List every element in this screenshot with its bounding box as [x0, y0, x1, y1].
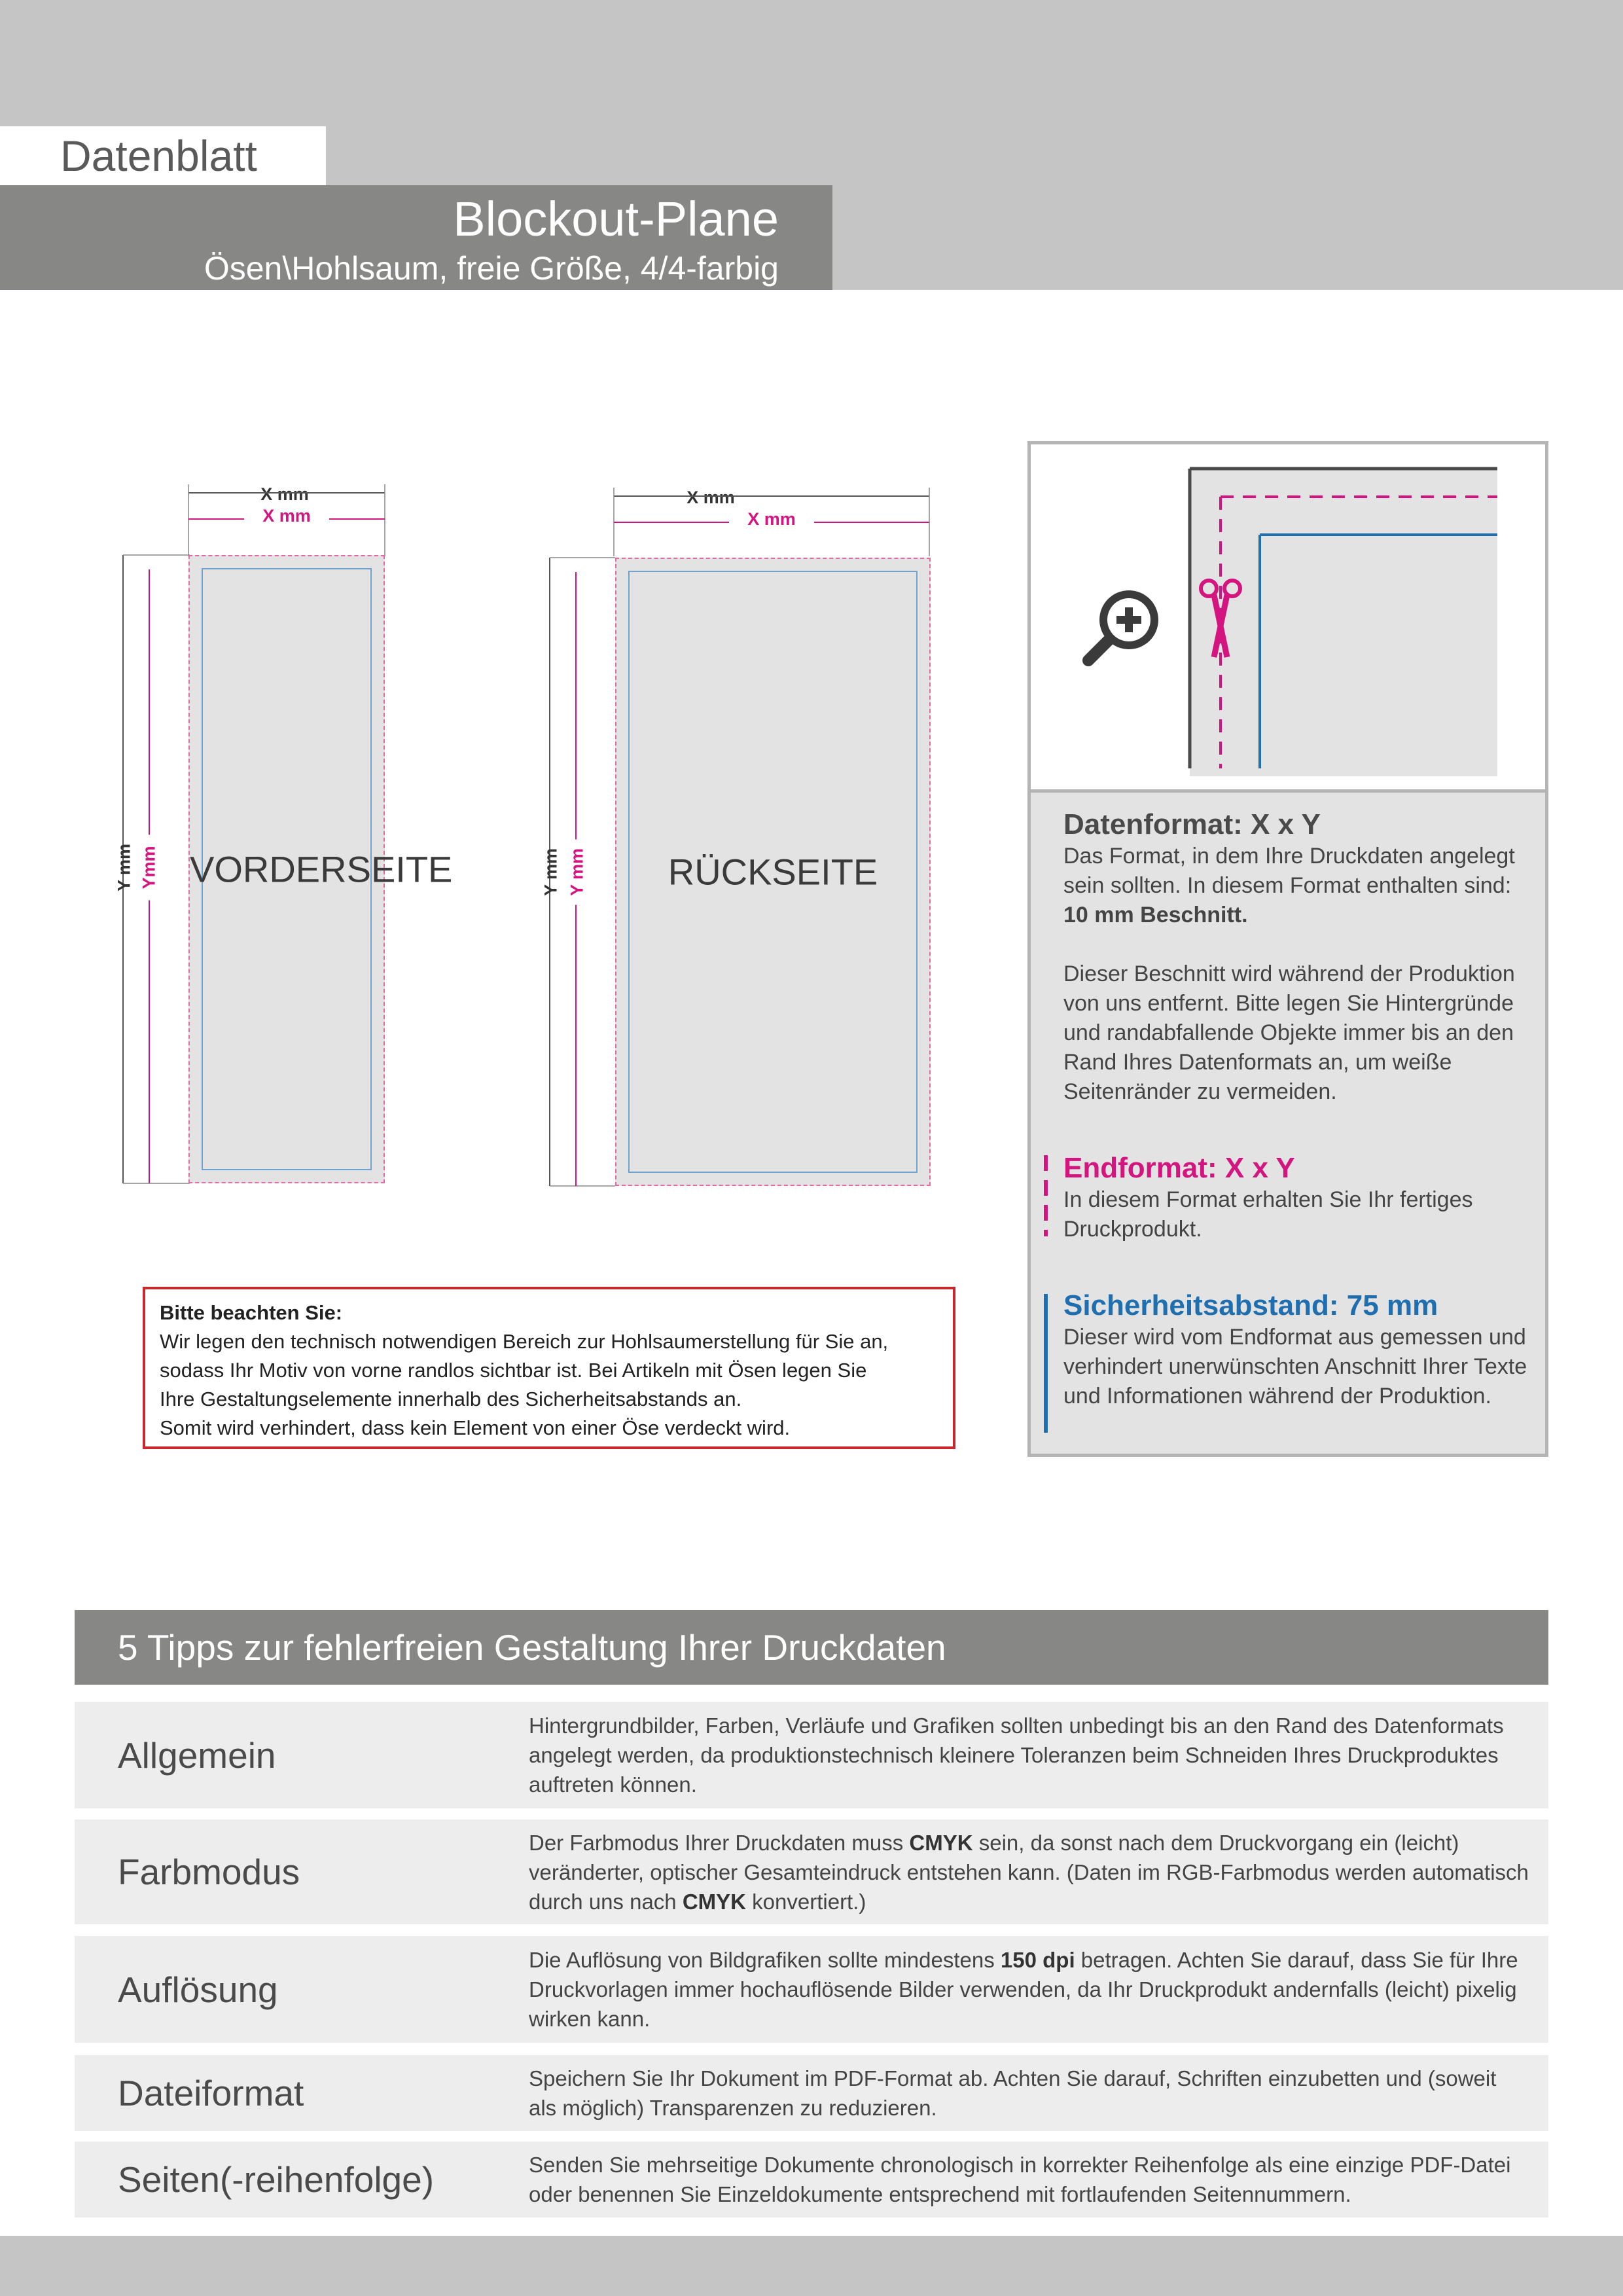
tip-text-part: sein, da sonst nach dem Druckvorgang ein (leicht) veränderter, optischer Gesamteindruck entstehen kann. (Daten im RGB-Farbmodus werden automatisch durch uns nach: [529, 1830, 1529, 1914]
tip-text: Senden Sie mehrseitige Dokumente chronologisch in korrekter Reihenfolge als eine einzige PDF-Datei oder benennen Sie Einzeldokumente entsprechend mit fortlaufenden Seitennummern.: [529, 2153, 1511, 2206]
tips-heading: 5 Tipps zur fehlerfreien Gestaltung Ihrer Druckdaten: [75, 1610, 1548, 1685]
endformat-title: Endformat: X x Y: [1063, 1152, 1295, 1184]
tip-key: Dateiformat: [118, 2073, 304, 2113]
endformat-marker: [1044, 1155, 1048, 1236]
zoom-detail: [1031, 444, 1545, 793]
tip-text-part: Die Auflösung von Bildgrafiken sollte mindestens: [529, 1948, 1001, 1972]
zoom-detail-graphic: [1031, 444, 1545, 793]
title-band: [0, 185, 832, 290]
front-side-label: VORDERSEITE: [190, 848, 453, 890]
diagram-front: [114, 484, 524, 1191]
front-panel: [188, 555, 453, 1183]
product-title: Blockout-Plane: [453, 192, 779, 246]
footer-bar: [0, 2236, 1623, 2296]
back-y-inner-label: Y mm: [567, 840, 588, 905]
tip-row-farbmodus: [75, 1820, 1548, 1924]
endformat-text: In diesem Format erhalten Sie Ihr fertiges Druckprodukt.: [1063, 1187, 1473, 1242]
back-x-inner-label: X mm: [729, 509, 814, 529]
tip-text: [529, 1820, 1529, 1924]
diagram-back: [543, 484, 949, 1191]
front-x-inner-label: X mm: [244, 506, 329, 526]
tip-text: Hintergrundbilder, Farben, Verläufe und Grafiken sollten unbedingt bis an den Rand des Datenformats angelegt werden, da produktionstechnisch kleinere Toleranzen beim Schneiden Ihres Druckproduktes auftreten können.: [529, 1713, 1504, 1797]
back-panel: [615, 558, 931, 1186]
back-side-label: RÜCKSEITE: [668, 851, 878, 893]
notice-line-3: Ihre Gestaltungselemente innerhalb des Sicherheitsabstands an.: [160, 1388, 742, 1410]
front-y-inner-label: Ymm: [139, 835, 160, 901]
datenformat-section: [1063, 808, 1535, 1107]
tip-row-seiten: [75, 2142, 1548, 2217]
tip-key: Farbmodus: [118, 1852, 300, 1892]
back-y-outer-label: Y mm: [541, 848, 561, 897]
datenformat-text1-bold: 10 mm Beschnitt.: [1063, 903, 1248, 927]
notice-line-2: sodass Ihr Motiv von vorne randlos sichtbar ist. Bei Artikeln mit Ösen legen Sie: [160, 1359, 867, 1382]
sicherheit-text: Dieser wird vom Endformat aus gemessen und verhindert unerwünschten Anschnitt Ihrer Texte und Informationen während der Produktion.: [1063, 1325, 1527, 1408]
tip-row-aufloesung: [75, 1936, 1548, 2043]
back-x-outer-label: X mm: [687, 488, 735, 507]
tip-text-part: betragen. Achten Sie darauf, dass Sie für Ihre Druckvorlagen immer hochauflösende Bilder verwenden, da Ihr Druckprodukt andernfalls (leicht) pixelig wirken kann.: [529, 1948, 1518, 2031]
tip-text: [529, 1936, 1529, 2043]
endformat-section: [1063, 1151, 1535, 1244]
notice-box: [143, 1287, 955, 1449]
tip-text-part: konvertiert.): [746, 1889, 866, 1914]
tip-text-part: Der Farbmodus Ihrer Druckdaten muss: [529, 1830, 910, 1855]
tip-key: Auflösung: [118, 1969, 278, 2010]
sicherheit-section: [1063, 1289, 1535, 1411]
tip-text-bold: CMYK: [682, 1889, 746, 1914]
front-x-outer-label: X mm: [260, 484, 309, 504]
notice-title: Bitte beachten Sie:: [160, 1301, 343, 1324]
tip-row-allgemein: [75, 1702, 1548, 1808]
document-label: Datenblatt: [0, 126, 326, 185]
tip-row-dateiformat: [75, 2055, 1548, 2131]
tip-text-bold: CMYK: [909, 1830, 973, 1855]
datenformat-text1-part: Das Format, in dem Ihre Druckdaten angelegt sein sollten. In diesem Format enthalten sind:: [1063, 844, 1515, 898]
format-info-box: [1027, 441, 1548, 1457]
tip-text-bold: 150 dpi: [1000, 1948, 1075, 1972]
datenformat-text1: [1063, 842, 1535, 930]
notice-line-4: Somit wird verhindert, dass kein Element von einer Öse verdeckt wird.: [160, 1416, 791, 1439]
zoom-in-icon: [1088, 590, 1158, 660]
tip-key: Allgemein: [118, 1734, 276, 1776]
datenformat-text2: Dieser Beschnitt wird während der Produktion von uns entfernt. Bitte legen Sie Hintergründe und randabfallende Objekte immer bis an den Rand Ihres Datenformats an, um weiße Seitenränder zu vermeiden.: [1063, 961, 1515, 1104]
product-subtitle: Ösen\Hohlsaum, freie Größe, 4/4-farbig: [204, 250, 779, 287]
tip-key: Seiten(-reihenfolge): [118, 2159, 435, 2200]
notice-line-1: Wir legen den technisch notwendigen Bereich zur Hohlsaumerstellung für Sie an,: [160, 1330, 889, 1353]
front-y-outer-label: Y mm: [114, 843, 134, 892]
datenformat-title: Datenformat: X x Y: [1063, 808, 1321, 840]
sicherheit-title: Sicherheitsabstand: 75 mm: [1063, 1289, 1438, 1321]
sicherheit-marker: [1044, 1294, 1048, 1433]
tip-text: Speichern Sie Ihr Dokument im PDF-Format ab. Achten Sie darauf, Schriften einzubetten und (soweit als möglich) Transparenzen zu reduzieren.: [529, 2066, 1497, 2120]
